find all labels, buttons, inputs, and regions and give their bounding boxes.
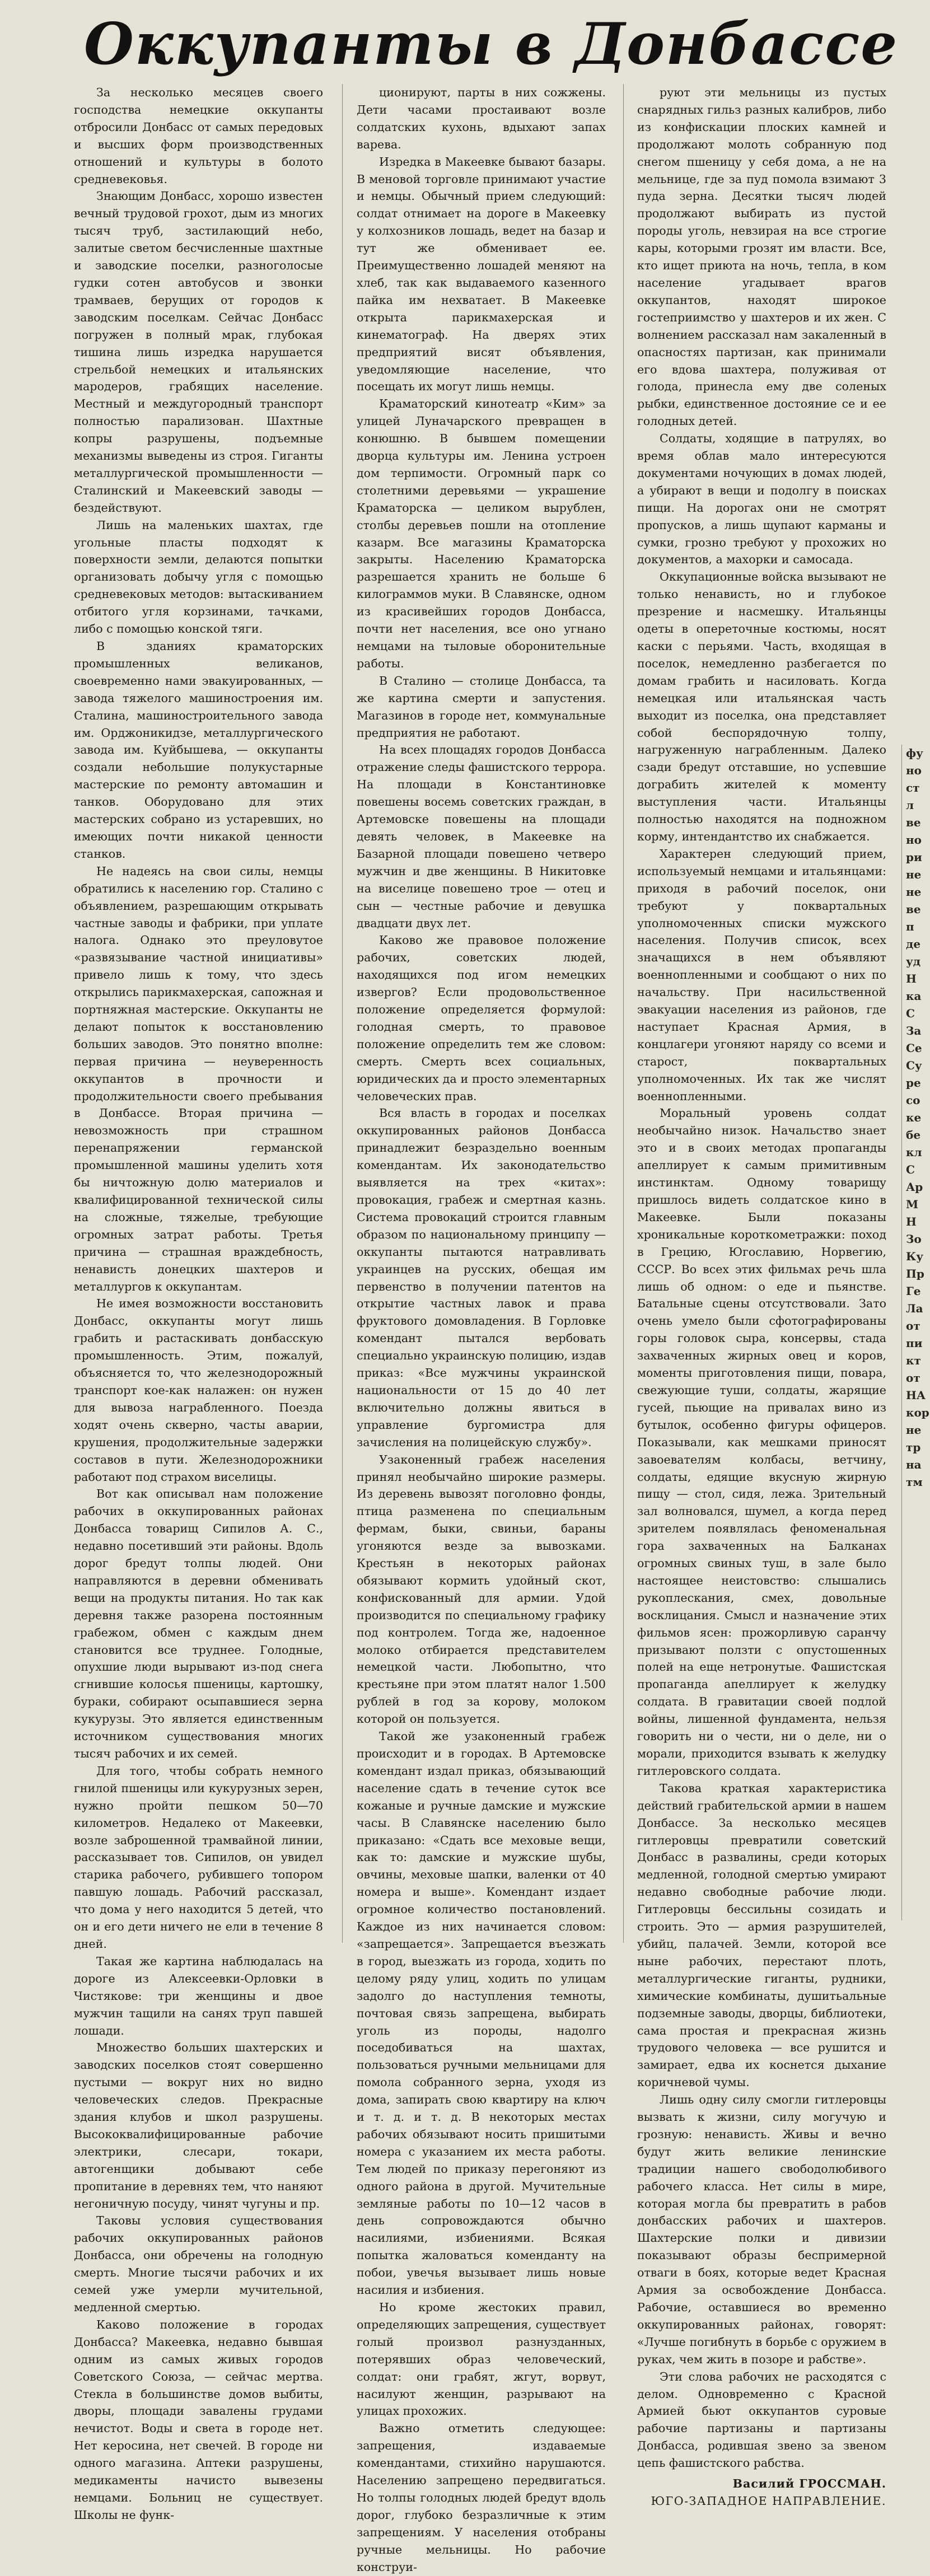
paragraph: Узаконенный грабеж населения принял необычайно широкие размеры. Из деревень вывозят поголовно фонды, птица разменена по специальным фермам, быки, свиньи, бараны угоняются везде за вывозками. Крестьян в некоторых районах обязывают кормить удойный скот, конфискованный для армии. Удой производится по специальному графику под контролем. Тогда же, надоенное молоко отбирается представителем немецкой части. Любопытно, что крестьяне при этом платят налог 1.500 рублей в год за корову, молоком которой он пользуется. [357, 1452, 606, 1726]
paragraph: Вся власть в городах и поселках оккупированных районов Донбасса принадлежит безраздельно военным комендантам. Их законодательство выявляется на трех «китах»: провокация, грабеж и смертная казнь. Система провокаций строится главным образом по национальному принципу — оккупанты пытаются натравливать украинцев на русских, обещая им первенство в получении патентов на открытие частных лавок и права фруктового домовладения. В Горловке комендант пытался вербовать специально украинскую полицию, издав приказ: «Все мужчины украинской национальности от 15 до 40 лет включительно должны явиться в управление бургомистра для зачисления на полицейскую службу». [357, 1106, 606, 1449]
margin-fragment: бе [906, 1128, 921, 1142]
margin-fragment: тр [906, 1441, 921, 1454]
paragraph: Каково положение в городах Донбасса? Макеевка, недавно бывшая одним из самых живых городов Советского Союза, — сейчас мертва. Стекла в большинстве домов выбиты, дворы, площади завалены грудами нечистот. Воды и света в городе нет. Нет керосина, нет свечей. В городе ни одного магазина. Аптеки разрушены, медикаменты начисто вывезены немцами. Больниц не существует. Школы не функ- [74, 2317, 323, 2522]
margin-fragment: ст [906, 781, 920, 794]
paragraph: ционируют, парты в них сожжены. Дети часами простаивают возле солдатских кухонь, вдыхают запах варева. [357, 86, 606, 151]
column-rule [623, 84, 624, 1943]
article-title: Оккупанты в Донбассе [84, 11, 899, 78]
margin-fragment: не [906, 1423, 922, 1437]
paragraph: Множество больших шахтерских и заводских поселков стоят совершенно пустыми — вокруг них но видно человеческих следов. Прекрасные здания клубов и школ разрушены. Высококвалифицированные рабочие электрики, слесари, токари, автогенщики добывают себе пропитание в деревнях тем, что наняют негоничную посуду, чинят чугуны и пр. [74, 2041, 323, 2210]
paragraph: Каково же правовое положение рабочих, советских людей, находящихся под игом немецких извергов? Если продовольственное положение определяется формулой: голодная смерть, то правовое положение определить тем же словом: смерть. Смерть всех социальных, юридических да и просто элементарных человеческих прав. [357, 933, 606, 1103]
margin-fragment: Ар [906, 1180, 923, 1194]
paragraph: Характерен следующий прием, используемый немцами и итальянцами: приходя в рабочий поселок, они требуют у поквартальных уполномоченных списки мужского населения. Получив список, всех значащихся в нем объявляют военнопленными и сообщают о них по начальству. При насильственной эвакуации населения из районов, где наступает Красная Армия, в концлагери угоняют наряду со всеми и старост, поквартальных уполномоченных. Их так же числят военнопленными. [637, 847, 886, 1103]
margin-fragment: НА [906, 1388, 926, 1402]
paragraph: Моральный уровень солдат необычайно низок. Начальство знает это и в своих методах пропаганды апеллирует к самым примитивным инстинктам. Одному товарищу пришлось видеть солдатское кино в Макеевке. Были показаны хроникальные короткометражки: поход в Грецию, Югославию, Норвегию, СССР. Во всех этих фильмах речь шла лишь об одном: о еде и пьянстве. Батальные сцены отсутствовали. Зато очень умело были сфотографированы горы головок сыра, консервы, стада захваченных жирных овец и коров, моменты приготовления пищи, повара, свежующие туши, солдаты, жарящие гусей, пьющие на привалах вино из бутылок, особенно фигуры офицеров. Показывали, как мешками приносят завоевателям колбасы, ветчину, солдаты, едящие вкусную жирную пищу — стол, сидя, лежа. Зрительный зал волновался, шумел, а когда перед зрителем появлялась феноменальная гора захваченных на Балканах огромных свиных туш, в зале было настоящее неистовство: слышались рукоплескания, смех, довольные восклицания. Смысл и назначение этих фильмов ясен: прожорливую саранчу призывают ползти с опустошенных полей на еще нетронутые. Фашистская пропаганда апеллирует к желудку солдата. В гравитации своей подлой войны, лишенной фундамента, нельзя говорить ни о чести, ни о деле, ни о морали, приходится взывать к желудку гитлеровского солдата. [637, 1106, 886, 1778]
margin-fragment: С [906, 1007, 915, 1020]
dateline: ЮГО-ЗАПАДНОЕ НАПРАВЛЕНИЕ. [651, 2494, 886, 2508]
author-signature: Василий ГРОССМАН. [732, 2477, 886, 2491]
margin-fragment: не [906, 868, 922, 881]
paragraph: В Сталино — столице Донбасса, та же картина смерти и запустения. Магазинов в городе нет, коммунальные предприятия не работают. [357, 674, 606, 740]
margin-fragment: ри [906, 850, 922, 864]
paragraph: Таковы условия существования рабочих оккупированных районов Донбасса, они обречены на голодную смерть. Многие тысячи рабочих и их семей уже умерли мучительной, медленной смертью. [74, 2214, 323, 2314]
margin-fragment: Ла [906, 1302, 923, 1315]
margin-fragment: уд [906, 955, 921, 968]
margin-fragment: ка [906, 989, 922, 1003]
margin-fragment: де [906, 937, 921, 951]
margin-fragment: кл [906, 1146, 922, 1159]
paragraph: За несколько месяцев своего господства немецкие оккупанты отбросили Донбасс от самых передовых и высших форм производственных отношений и культуры в болото средневековья. [74, 86, 323, 186]
margin-fragment: Ку [906, 1250, 923, 1263]
margin-fragment: но [906, 833, 922, 847]
column-rule [342, 84, 343, 1943]
paragraph: На всех площадях городов Донбасса отражение следы фашистского террора. На площади в Константиновке повешены восемь советских граждан, в Артемовске повешены на площади девять человек, в Макеевке на Базарной площади повешено четверо мужчин и две женщины. В Никитовке на виселице повешено трое — отец и сын — честные рабочие и девушка двадцати двух лет. [357, 743, 606, 930]
margin-fragment: л [906, 798, 914, 812]
margin-fragment: Пр [906, 1267, 924, 1280]
margin-fragment: но [906, 764, 922, 777]
paragraph: Лишь одну силу смогли гитлеровцы вызвать к жизни, силу могучую и грозную: ненависть. Живы и вечно будут жить великие ленинские традиции нашего свободолюбивого рабочего класса. Нет силы в мире, которая могла бы превратить в рабов донбасских рабочих и шахтеров. Шахтерские полки и дивизии показывают образы беспримерной отваги в боях, которые ведет Красная Армия за освобождение Донбасса. Рабочие, оставшиеся во временно оккупированных районах, говорят: «Лучше погибнуть в борьбе с оружием в руках, чем жить в позоре и рабстве». [637, 2093, 886, 2366]
margin-fragment: п [906, 920, 914, 933]
margin-fragment: не [906, 885, 922, 899]
margin-fragment: Ге [906, 1284, 921, 1298]
margin-fragment: За [906, 1024, 922, 1037]
paragraph: Оккупационные войска вызывают не только ненависть, но и глубокое презрение и насмешку. Итальянцы одеты в опереточные костюмы, носят каски с перьями. Часть, входящая в поселок, немедленно разбегается по домам грабить и насиловать. Когда немецкая или итальянская часть выходит из поселка, она представляет собой беспорядочную толпу, нагруженную награбленным. Далеко сзади бредут отставшие, но успевшие дограбить жителей к моменту выступления части. Итальянцы полностью находятся на подножном корму, интендантство их снабжается. [637, 570, 886, 843]
paragraph: Солдаты, ходящие в патрулях, во время облав мало интересуются документами ночующих в домах людей, а убирают в вещи и подолгу в поисках пищи. На дорогах они не смотрят пропусков, а лишь щупают карманы и сумки, грозно требуют у прохожих но документов, а махорки и самосада. [637, 432, 886, 567]
margin-fragment: Се [906, 1041, 922, 1055]
margin-fragment: от [906, 1319, 920, 1333]
margin-fragment: тм [906, 1475, 923, 1489]
paragraph: Вот как описывал нам положение рабочих в оккупированных районах Донбасса товарищ Сипилов А. С., недавно посетивший эти районы. Вдоль дорог бредут толпы людей. Они направляются в деревни обменивать вещи на продукты питания. Но так как деревня также разорена постоянным грабежом, обмен с каждым днем становится все труднее. Голодные, опухшие люди вырывают из-под снега сгнившие колосья пшеницы, картошку, бураки, собирают осыпавшиеся зерна кукурузы. Это является единственным источником существования многих тысяч рабочих и их семей. [74, 1487, 323, 1760]
paragraph: Знающим Донбасс, хорошо известен вечный трудовой грохот, дым из многих тысяч труб, застилающий небо, залитые светом бесчисленные шахтные и заводские поселки, разноголосые гудки сотен автобусов и звонки трамваев, берущих от городов к заводским поселкам. Сейчас Донбасс погружен в полный мрак, глубокая тишина лишь изредка нарушается стрельбой немецких и итальянских мародеров, грабящих население. Местный и междугородный транспорт полностью парализован. Шахтные копры разрушены, подъемные механизмы выведены из строя. Гиганты металлургической промышленности — Сталинский и Макеевский заводы — бездействуют. [74, 189, 323, 515]
paragraph: Но кроме жестоких правил, определяющих запрещения, существует голый произвол разнузданных, потерявших образ человеческий, солдат: они грабят, жгут, ворвут, насилуют женщин, разрывают на улицах прохожих. [357, 2301, 606, 2418]
margin-fragment: ве [906, 816, 921, 829]
paragraph: Такой же узаконенный грабеж происходит и в городах. В Артемовске комендант издал приказ, обязывающий население сдать в течение суток все кожаные и ручные дамские и мужские часы. В Славянске населению было приказано: «Сдать все меховые вещи, как то: дамские и мужские шубы, овчины, меховые шапки, валенки от 40 номера и выше». Комендант издает огромное количество постановлений. Каждое из них начинается словом: «запрещается». Запрещается въезжать в город, выезжать из города, ходить по целому ряду улиц, ходить по улицам задолго до наступления темноты, почтовая связь запрещена, выбирать уголь из породы, надолго поседобиваться на шахтах, пользоваться ручными мельницами для помола собранного зерна, уходя из дома, запирать свою квартиру на ключ и т. д. и т. д. В некоторых местах рабочих обязывают носить пришитыми номера с указанием их места работы. Тем людей по приказу перегоняют из одного района в другой. Мучительные земляные работы по 10—12 часов в день сопровождаются обычно насилиями, избиениями. Всякая попытка жаловаться коменданту на побои, увечья вызывает лишь новые насилия и избиения. [357, 1729, 606, 2297]
paragraph: Не имея возможности восстановить Донбасс, оккупанты могут лишь грабить и растаскивать донбасскую промышленность. Этим, пожалуй, объясняется то, что железнодорожный транспорт кое-как налажен: он нужен для вывоза награбленного. Поезда ходят очень скверно, часты аварии, крушения, продолжительные задержки составов в пути. Железнодорожники работают под страхом виселицы. [74, 1297, 323, 1484]
paragraph: Краматорский кинотеатр «Ким» за улицей Луначарского превращен в конюшню. В бывшем помещении дворца культуры им. Ленина устроен дом терпимости. Огромный парк со столетними деревьями — украшение Краматорска — целиком вырублен, столбы деревьев пошли на отопление казарм. Все магазины Краматорска закрыты. Населению Краматорска разрешается хранить не больше 6 килограммов муки. В Славянске, одном из красивейших городов Донбасса, почти нет населения, все оно угнано немцами на тыловые оборонительные работы. [357, 397, 606, 670]
paragraph: В зданиях краматорских промышленных великанов, своевременно нами эвакуированных, — завода тяжелого машиностроения им. Сталина, машиностроительного завода им. Орджоникидзе, металлургического завода им. Куйбышева, — оккупанты создали небольшие полукустарные мастерские по ремонту автомашин и танков. Оборудовано для этих мастерских собрано из устаревших, но имеющих почти никакой ценности станков. [74, 639, 323, 861]
margin-fragment: кор [906, 1406, 929, 1419]
margin-fragment: Н [906, 972, 917, 985]
paragraph: Важно отметить следующее: запрещения, издаваемые комендантами, стихийно нарушаются. Населению запрещено передвигаться. Но толпы голодных людей бредут вдоль дорог, глубоко безразличные к этим запрещениям. У населения отобраны ручные мельницы. Но рабочие конструи- [357, 2421, 606, 2574]
paragraph: Изредка в Макеевке бывают базары. В меновой торговле принимают участие и немцы. Обычный прием следующий: солдат отнимает на дороге в Макеевку у колхозников лошадь, ведет на базар и тут же обменивает ее. Преимущественно лошадей меняют на хлеб, так как выдаваемого казенного пайка им нехватает. В Макеевке открыта парикмахерская и кинематограф. На дверях этих предприятий висят объявления, уведомляющие население, что посещать их могут лишь немцы. [357, 155, 606, 394]
margin-fragment: кт [906, 1354, 921, 1367]
margin-fragment: ве [906, 903, 921, 916]
margin-fragment: Н [906, 1215, 917, 1228]
paragraph: Не надеясь на свои силы, немцы обратились к населению гор. Сталино с объявлением, разрешающим открывать частные заводы и фабрики, при уплате налога. Однако это преуловутое «развязывание частной инициативы» привело лишь к тому, что здесь открылись парикмахерская, сапожная и портняжная мастерские. Оккупанты не делают попыток к восстановлению больших заводов. Это понятно вполне: первая причина — неуверенность оккупантов в прочности и продолжительности своего пребывания в Донбассе. Вторая причина — невозможность при страшном перенапряжении германской промышленной машины уделить хотя бы ничтожную долю материалов и квалифицированной технической силы на сложные, тяжелые, требующие огромных затрат работы. Третья причина — страшная враждебность, ненависть донецких шахтеров и металлургов к оккупантам. [74, 864, 323, 1293]
margin-fragment: фу [906, 746, 923, 760]
margin-fragment: пи [906, 1336, 923, 1350]
margin-fragment: от [906, 1371, 920, 1385]
paragraph: Такова краткая характеристика действий грабительской армии в нашем Донбассе. За несколько месяцев гитлеровцы превратили советский Донбасс в развалины, среди которых медленной, голодной смертью умирают недавно свободные рабочие люди. Гитлеровцы бессильны созидать и строить. Это — армия разрушителей, убийц, палачей. Земли, которой все ныне рабочих, перестают плоть, металлургические гиганты, рудники, химические комбинаты, душитьальные подземные заводы, дворцы, библиотеки, сама простая и прекрасная жизнь трудового человека — все рушится и замирает, едва их коснется дыхание коричневой чумы. [637, 1781, 886, 2089]
article-column-2 [357, 84, 606, 2574]
paragraph: Для того, чтобы собрать немного гнилой пшеницы или кукурузных зерен, нужно пройти пешком 50—70 километров. Недалеко от Макеевки, возле заброшенной трамвайной линии, рассказывает тов. Сипилов, он увидел старика рабочего, рубившего топором павшую лошадь. Рабочий рассказал, что дома у него находится 5 детей, что он и его дети ничего не ели в течение 8 дней. [74, 1764, 323, 1951]
margin-fragment: на [906, 1458, 922, 1471]
paragraph: Такая же картина наблюдалась на дороге из Алексеевки-Орловки в Чистякове: три женщины и двое мужчин тащили на санях труп павшей лошади. [74, 1954, 323, 2037]
margin-fragment: Зо [906, 1232, 922, 1246]
paragraph: Эти слова рабочих не расходятся с делом. Одновременно с Красной Армией бьют оккупантов суровые рабочие партизаны и партизаны Донбасса, родившая звено за звеном цепь фашистского рабства. [637, 2369, 886, 2470]
margin-fragment: С [906, 1163, 915, 1176]
adjacent-article-fragment [906, 745, 930, 1864]
margin-fragment: Су [906, 1059, 922, 1072]
column-rule [901, 745, 902, 1920]
article-column-3 [637, 84, 886, 2508]
margin-fragment: ке [906, 1111, 922, 1124]
margin-fragment: ре [906, 1076, 921, 1090]
margin-fragment: со [906, 1093, 920, 1107]
margin-fragment: М [906, 1198, 919, 1211]
paragraph: Лишь на маленьких шахтах, где угольные пласты подходят к поверхности земли, делаются попытки организовать добычу угля с помощью средневековых методов: вытаскиванием отбитого угля корзинами, тачками, либо с помощью конской тяги. [74, 518, 323, 636]
article-column-1 [74, 84, 323, 2522]
paragraph: руют эти мельницы из пустых снарядных гильз разных калибров, либо из конфискации плоских камней и продолжают молоть собранную под снегом пшеницу у себя дома, а не на мельнице, где за пуд помола взимают 3 пуда зерна. Десятки тысяч людей продолжают выбирать из пустой породы уголь, невзирая на все строгие кары, которыми грозят им власти. Все, кто ищет приюта на ночь, тепла, в ком население угадывает врагов оккупантов, находят широкое гостеприимство у шахтеров и их жен. С волнением рассказал нам закаленный в опасностях партизан, как принимали его вдова шахтера, полуживая от голода, принесла ему две соленых рыбки, единственное достояние се и ее голодных детей. [637, 86, 886, 428]
